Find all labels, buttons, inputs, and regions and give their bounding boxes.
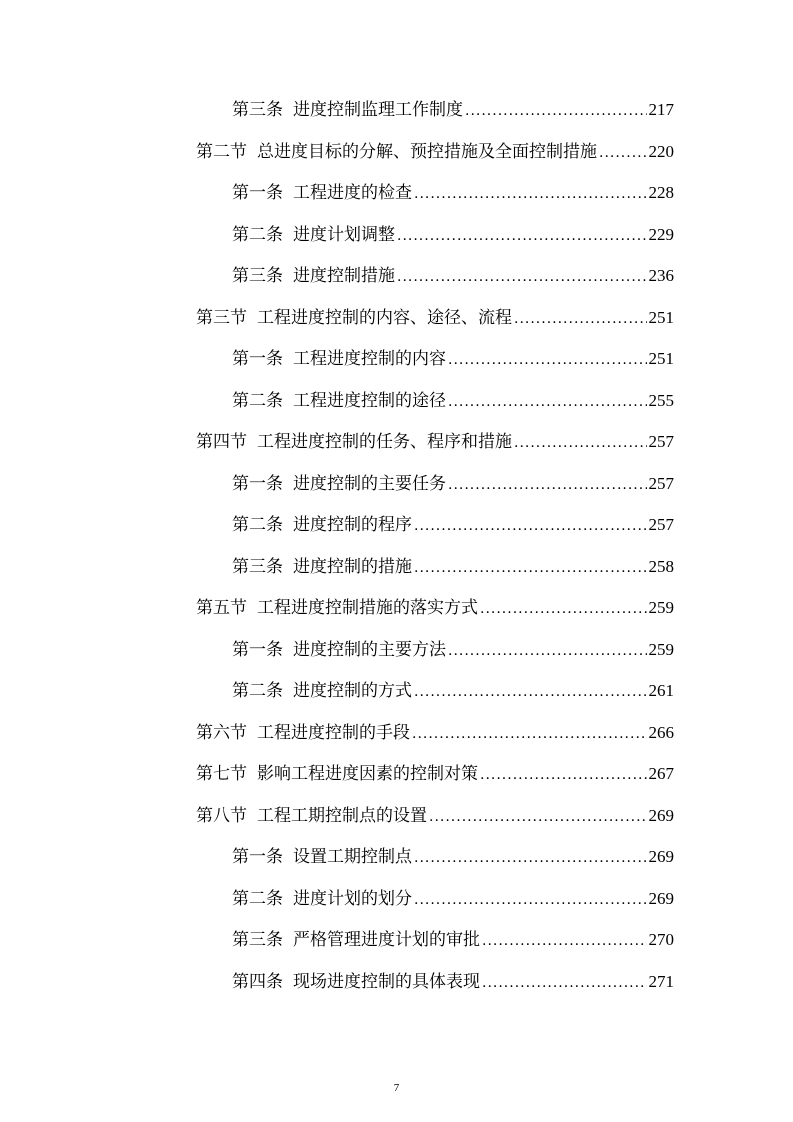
toc-entry-title: 进度控制监理工作制度 xyxy=(293,100,463,120)
dot-leader xyxy=(482,926,647,956)
toc-entry-number: 第二条 xyxy=(232,391,283,411)
toc-entry-page: 259 xyxy=(648,640,674,659)
toc-entry-title: 工程进度的检查 xyxy=(293,183,412,203)
toc-entry[interactable] xyxy=(232,344,674,374)
toc-entry[interactable] xyxy=(196,718,674,748)
toc-entry-page: 266 xyxy=(648,723,674,742)
dot-leader xyxy=(397,221,647,251)
toc-entry-title: 影响工程进度因素的控制对策 xyxy=(257,764,478,784)
toc-entry-number: 第五节 xyxy=(196,598,247,618)
toc-entry[interactable] xyxy=(196,593,674,623)
toc-entry-title: 设置工期控制点 xyxy=(293,847,412,867)
toc-entry-page: 220 xyxy=(648,142,674,161)
dot-leader xyxy=(448,470,647,500)
toc-entry[interactable] xyxy=(232,552,674,582)
dot-leader xyxy=(482,968,647,998)
toc-entry-title: 进度控制的程序 xyxy=(293,515,412,535)
dot-leader xyxy=(414,179,647,209)
toc-entry-number: 第四节 xyxy=(196,432,247,452)
toc-entry-number: 第七节 xyxy=(196,764,247,784)
toc-entry-number: 第三条 xyxy=(232,557,283,577)
toc-entry-number: 第四条 xyxy=(232,972,283,992)
dot-leader xyxy=(414,843,647,873)
toc-entry-number: 第一条 xyxy=(232,349,283,369)
toc-entry[interactable] xyxy=(196,427,674,457)
toc-entry-title: 进度控制的措施 xyxy=(293,557,412,577)
dot-leader xyxy=(599,138,647,168)
toc-entry-title: 工程进度控制的途径 xyxy=(293,391,446,411)
toc-entry-page: 271 xyxy=(648,972,674,991)
toc-entry[interactable] xyxy=(232,635,674,665)
toc-entry-page: 257 xyxy=(648,432,674,451)
dot-leader xyxy=(414,885,647,915)
toc-entry-page: 269 xyxy=(648,889,674,908)
toc-entry-page: 257 xyxy=(648,515,674,534)
dot-leader xyxy=(514,304,647,334)
dot-leader xyxy=(429,802,647,832)
toc-entry[interactable] xyxy=(196,137,674,167)
toc-entry-title: 进度控制措施 xyxy=(293,266,395,286)
toc-entry[interactable] xyxy=(232,842,674,872)
toc-entry[interactable] xyxy=(232,510,674,540)
toc-entry-page: 217 xyxy=(648,100,674,119)
toc-entry[interactable] xyxy=(232,884,674,914)
toc-entry-title: 进度控制的主要方法 xyxy=(293,640,446,660)
dot-leader xyxy=(448,345,647,375)
dot-leader xyxy=(397,262,647,292)
toc-entry-page: 259 xyxy=(648,598,674,617)
toc-entry-number: 第二条 xyxy=(232,225,283,245)
dot-leader xyxy=(465,96,647,126)
toc-entry-number: 第三条 xyxy=(232,266,283,286)
toc-entry-title: 进度计划调整 xyxy=(293,225,395,245)
toc-entry-title: 总进度目标的分解、预控措施及全面控制措施 xyxy=(257,142,597,162)
toc-entry-page: 269 xyxy=(648,806,674,825)
dot-leader xyxy=(448,387,647,417)
toc-entry[interactable] xyxy=(232,925,674,955)
toc-entry[interactable] xyxy=(232,469,674,499)
dot-leader xyxy=(448,636,647,666)
toc-entry-number: 第二条 xyxy=(232,515,283,535)
toc-entry-page: 267 xyxy=(648,764,674,783)
toc-entry-page: 270 xyxy=(648,930,674,949)
toc-entry-page: 258 xyxy=(648,557,674,576)
toc-entry-page: 255 xyxy=(648,391,674,410)
toc-entry-title: 工程进度控制措施的落实方式 xyxy=(257,598,478,618)
toc-entry[interactable] xyxy=(232,676,674,706)
toc-entry-page: 251 xyxy=(648,308,674,327)
toc-entry-number: 第一条 xyxy=(232,183,283,203)
dot-leader xyxy=(480,594,647,624)
toc-entry-number: 第一条 xyxy=(232,640,283,660)
toc-entry-page: 236 xyxy=(648,266,674,285)
toc-entry[interactable] xyxy=(232,178,674,208)
toc-entry-number: 第二条 xyxy=(232,681,283,701)
toc-entry[interactable] xyxy=(232,967,674,997)
toc-entry-title: 工程进度控制的内容、途径、流程 xyxy=(257,308,512,328)
toc-entry-number: 第二条 xyxy=(232,889,283,909)
toc-entry[interactable] xyxy=(232,95,674,125)
dot-leader xyxy=(414,677,647,707)
toc-entry-title: 工程进度控制的手段 xyxy=(257,723,410,743)
dot-leader xyxy=(514,428,647,458)
toc-entry[interactable] xyxy=(196,801,674,831)
toc-entry-title: 工程进度控制的内容 xyxy=(293,349,446,369)
toc-entry-number: 第三条 xyxy=(232,930,283,950)
toc-entry-number: 第六节 xyxy=(196,723,247,743)
toc-entry-page: 257 xyxy=(648,474,674,493)
dot-leader xyxy=(414,511,647,541)
dot-leader xyxy=(412,719,647,749)
toc-entry-number: 第一条 xyxy=(232,474,283,494)
toc-entry-page: 269 xyxy=(648,847,674,866)
toc-entry-title: 现场进度控制的具体表现 xyxy=(293,972,480,992)
toc-entry-number: 第八节 xyxy=(196,806,247,826)
toc-entry-page: 251 xyxy=(648,349,674,368)
toc-entry-number: 第三节 xyxy=(196,308,247,328)
toc-entry-title: 进度计划的划分 xyxy=(293,889,412,909)
toc-entry-number: 第三条 xyxy=(232,100,283,120)
toc-entry-title: 严格管理进度计划的审批 xyxy=(293,930,480,950)
dot-leader xyxy=(414,553,647,583)
toc-entry[interactable] xyxy=(196,303,674,333)
page-number: 7 xyxy=(393,1082,400,1094)
toc-entry-page: 228 xyxy=(648,183,674,202)
toc-entry-title: 工程工期控制点的设置 xyxy=(257,806,427,826)
toc-entry-page: 229 xyxy=(648,225,674,244)
dot-leader xyxy=(480,760,647,790)
toc-entry-number: 第二节 xyxy=(196,142,247,162)
toc-entry-title: 进度控制的主要任务 xyxy=(293,474,446,494)
toc-entry-title: 进度控制的方式 xyxy=(293,681,412,701)
toc-entry[interactable] xyxy=(232,220,674,250)
toc-entry[interactable] xyxy=(196,759,674,789)
toc-entry-page: 261 xyxy=(648,681,674,700)
toc-entry[interactable] xyxy=(232,386,674,416)
toc-entry[interactable] xyxy=(232,261,674,291)
toc-entry-title: 工程进度控制的任务、程序和措施 xyxy=(257,432,512,452)
toc-entry-number: 第一条 xyxy=(232,847,283,867)
